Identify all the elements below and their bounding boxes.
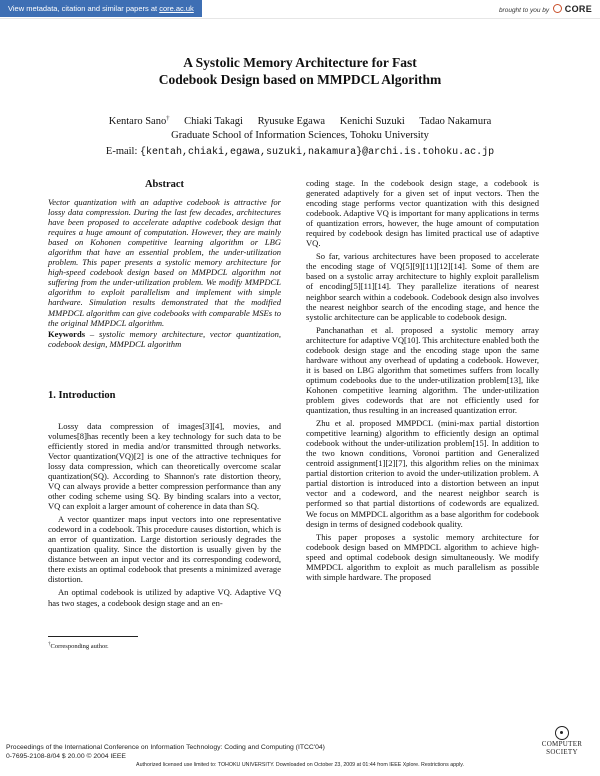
license-notice: Authorized licensed use limited to: TOHOKU UNIVERSITY. Downloaded on October 23, 2009 at 01:44 from IEEE Xplore. Restrictions apply. — [136, 762, 464, 768]
email-addresses: {kentah,chiaki,egawa,suzuki,nakamura}@archi.is.tohoku.ac.jp — [140, 147, 495, 158]
logo-line: SOCIETY — [546, 748, 578, 756]
footnote-rule — [48, 636, 138, 637]
left-column — [48, 178, 281, 608]
section-heading-introduction: 1. Introduction — [48, 389, 116, 401]
abstract-heading: Abstract — [144, 179, 185, 190]
logo-line: COMPUTER — [541, 740, 583, 748]
core-banner-text: View metadata, citation and similar papers at — [8, 4, 160, 13]
computer-society-emblem-icon — [555, 726, 569, 740]
core-banner — [0, 0, 600, 19]
email-label: E-mail: — [105, 146, 138, 157]
abstract-text: Vector quantization with an adaptive codebook is attractive for lossy data compression. During the last few decades, architectures have been proposed to accelerate adaptive codebook design that requires a huge amount of computation. However, they are mainly based on Kohonen competitive learning algorithm or LBG algorithm that have an essential problem, the under-utilization problem. This paper presents a systolic memory architecture for high-speed codebook design based on MMPDCL algorithm not suffering from the under-utilization problem. We modify MMPDCL algorithm to exploit parallelism and implement with simple hardware. Simulation results demonstrated that the modified MMPDCL algorithm can give codebooks with comparable MSEs to the original MMPDCL algorithm. — [48, 197, 281, 328]
author — [340, 116, 405, 127]
body-paragraph: This paper proposes a systolic memory architecture for codebook design based on MMPDCL algorithm to achieve high-speed and optimal codebook design simultaneously. We modify MMPDCL algorithm to exploit as much parallelism as possible with simple hardware. The proposed — [306, 531, 539, 582]
email-line — [30, 145, 570, 160]
author-name: Kenichi Suzuki — [339, 116, 405, 127]
core-logo-icon — [553, 4, 562, 13]
author-name: Tadao Nakamura — [419, 116, 492, 127]
body-paragraph: So far, various architectures have been proposed to accelerate the encoding stage of VQ[5][9][11][12][14]. Some of them are based on a systolic array architecture to highly exploit parallelism of encoding[5][11][14]. They parallelize iterations of nearest neighbor search within a codebook. Codebook design also involves the nearest neighbor search of the encoding stage, and hence the systolic architecture can be applicable to codebook design. — [306, 251, 539, 322]
core-brought-by[interactable] — [499, 2, 592, 18]
body-paragraph: coding stage. In the codebook design stage, a codebook is generated adaptively for a given set of input vectors. Then the encoding stage performs vector quantization with this designed codebook. Adaptive VQ is important for many applications in terms of quantization errors, however, the huge amount of computation required by codebook design has limited practical use of adaptive VQ. — [306, 178, 539, 249]
title-line-1: A Systolic Memory Architecture for Fast — [183, 55, 417, 70]
core-link[interactable]: core.ac.uk — [159, 4, 194, 13]
right-column — [306, 178, 539, 582]
author — [109, 116, 170, 127]
proceedings-info — [6, 744, 325, 761]
author — [184, 116, 243, 127]
author-name: Kentaro Sano — [108, 116, 167, 127]
brought-by-text: brought to you by — [498, 7, 550, 14]
footnote-text: Corresponding author. — [50, 643, 109, 650]
body-paragraph: Zhu et al. proposed MMPDCL (mini-max partial distortion competitive learning) algorithm to efficiently design an optimal codebook without the under-utilization problem[15]. In addition to the two known conditions, Voronoi partition and Generalized centroid assignment[1][2][7], this algorithm relies on the minimax partial distortion criterion to avoid the under-utilization problem. A partial distortion is introduced into a distortion between an input vector and a codeword, and the nearest neighbor search is performed so that partial distortions of codewords are equalized. We focus on MMPDCL algorithm as a base algorithm for codebook design in terms of designed codebook quality. — [306, 418, 539, 529]
title-line-2: Codebook Design based on MMPDCL Algorithm — [158, 72, 442, 87]
isbn-line: 0-7695-2108-8/04 $ 20.00 © 2004 IEEE — [6, 752, 126, 760]
intro-paragraph: Lossy data compression of images[3][4], movies, and volumes[8]has recently been a key technology for such data to be efficiently stored in media and/or transmitted through networks. Vector quantization(VQ)[2] is one of the attractive techniques for lossy data compression, which can theoretically overcome scalar quantization(SQ). According to Shannon's rate distortion theory, VQ can always provide a better compression performance than any other coding scheme using SQ. By binding scalars into a vector, VQ can exploit a larger amount of coherence in data than SQ. — [48, 420, 281, 512]
author-list — [40, 112, 560, 129]
computer-society-logo — [532, 726, 592, 762]
intro-paragraph: An optimal codebook is utilized by adaptive VQ. Adaptive VQ has two stages, a codebook design stage and an en- — [48, 587, 281, 608]
author-name: Ryusuke Egawa — [257, 116, 326, 127]
core-metadata-link[interactable] — [0, 0, 202, 17]
affiliation: Graduate School of Information Sciences, Tohoku University — [171, 130, 429, 141]
core-logo-text: CORE — [564, 4, 592, 14]
intro-paragraph: A vector quantizer maps input vectors into one representative codeword in a codebook. This procedure causes distortion, which is an error of quantization. Large distortion seriously degrades the quantization quality. Since the distortion is usually given by the distance between an input vector and its corresponding codeword, there exists an optimal codebook that presents a minimized average distortion. — [48, 514, 281, 585]
footnote — [48, 636, 281, 651]
keywords — [48, 329, 281, 349]
footnote-mark: † — [48, 642, 51, 647]
body-paragraph: Panchanathan et al. proposed a systolic memory array architecture for adaptive VQ[10]. This architecture enabled both the codebook design stage and the encoding stage upon the same hardware without any overhead of updating a codebook. However, it is based on LBG algorithm that sometimes suffers from locally optimum codebooks due to the under-utilization problem[13], like Kohonen competitive learning algorithm. The under-utilization problem gives codewords that are not efficiently used for quantization, thus resulting in an increased quantization error. — [306, 324, 539, 416]
author-name: Chiaki Takagi — [184, 116, 243, 127]
paper-title — [60, 54, 540, 88]
keywords-label: Keywords — [48, 328, 86, 339]
proceedings-line: Proceedings of the International Conference on Information Technology: Coding and Computing (ITCC'04) — [6, 744, 325, 751]
author — [258, 116, 326, 127]
corresponding-author-mark: † — [166, 115, 170, 122]
author — [419, 116, 491, 127]
keywords-text: – systolic memory architecture, vector quantization, codebook design, MMPDCL algorithm — [48, 328, 281, 349]
